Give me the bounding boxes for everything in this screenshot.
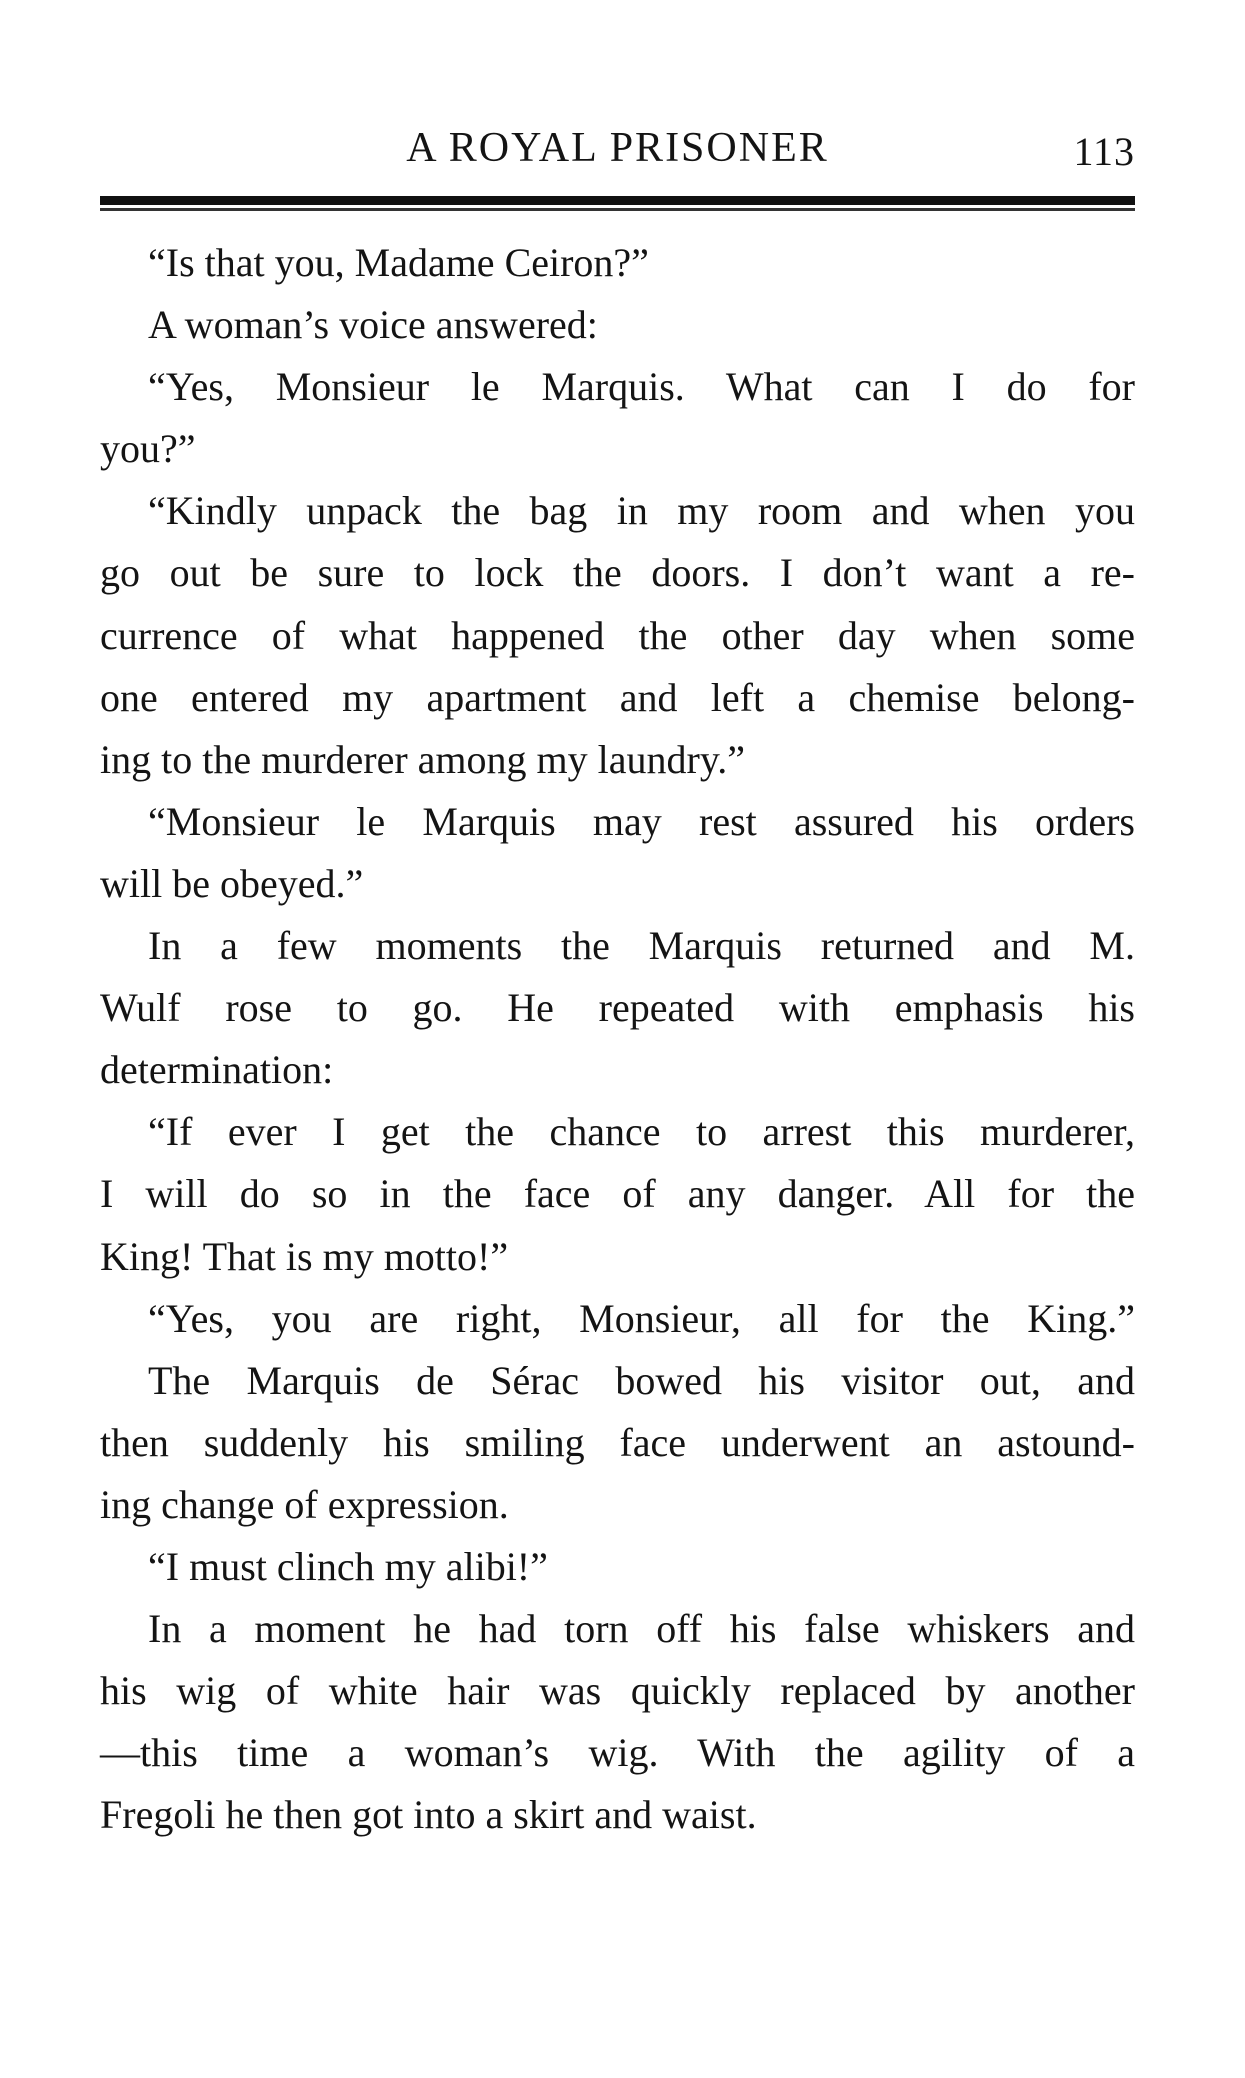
text-line: currence of what happened the other day when some: [100, 612, 1135, 658]
text-line: determination:: [100, 1047, 334, 1093]
running-head: [100, 118, 1135, 178]
text-line: “Yes, Monsieur le Marquis. What can I do for: [148, 364, 1135, 410]
text-line: “Yes, you are right, Monsieur, all for the King.”: [148, 1295, 1135, 1341]
text-line: ing to the murderer among my laundry.”: [100, 736, 745, 782]
text-line: you?”: [100, 426, 196, 472]
text-line: I will do so in the face of any danger. All for the: [100, 1171, 1135, 1217]
text-line: In a moment he had torn off his false whiskers and: [148, 1606, 1135, 1652]
text-line: his wig of white hair was quickly replaced by another: [100, 1668, 1135, 1714]
text-line: then suddenly his smiling face underwent an astound-: [100, 1419, 1135, 1465]
header-rule-thin: [100, 208, 1135, 211]
text-line: A woman’s voice answered:: [148, 302, 598, 348]
text-line: King! That is my motto!”: [100, 1233, 509, 1279]
body-text: [100, 232, 1135, 1846]
text-line: “Kindly unpack the bag in my room and when you: [148, 488, 1135, 534]
text-line: Fregoli he then got into a skirt and waist.: [100, 1792, 757, 1838]
page-number: 113: [1073, 129, 1135, 174]
text-line: will be obeyed.”: [100, 860, 364, 906]
text-line: one entered my apartment and left a chemise belong-: [100, 674, 1135, 720]
text-line: In a few moments the Marquis returned and M.: [148, 923, 1135, 969]
text-line: The Marquis de Sérac bowed his visitor out, and: [148, 1357, 1135, 1403]
running-title: A ROYAL PRISONER: [406, 125, 829, 171]
header-rule-thick: [100, 196, 1135, 205]
text-line: “If ever I get the chance to arrest this murderer,: [148, 1109, 1135, 1155]
text-line: “I must clinch my alibi!”: [148, 1543, 548, 1589]
text-line: —this time a woman’s wig. With the agility of a: [100, 1730, 1135, 1776]
text-line: ing change of expression.: [100, 1481, 509, 1527]
text-line: Wulf rose to go. He repeated with emphasis his: [100, 985, 1135, 1031]
text-line: “Monsieur le Marquis may rest assured his orders: [148, 798, 1135, 844]
text-line: “Is that you, Madame Ceiron?”: [148, 240, 649, 285]
text-line: go out be sure to lock the doors. I don’t want a re-: [100, 550, 1135, 596]
